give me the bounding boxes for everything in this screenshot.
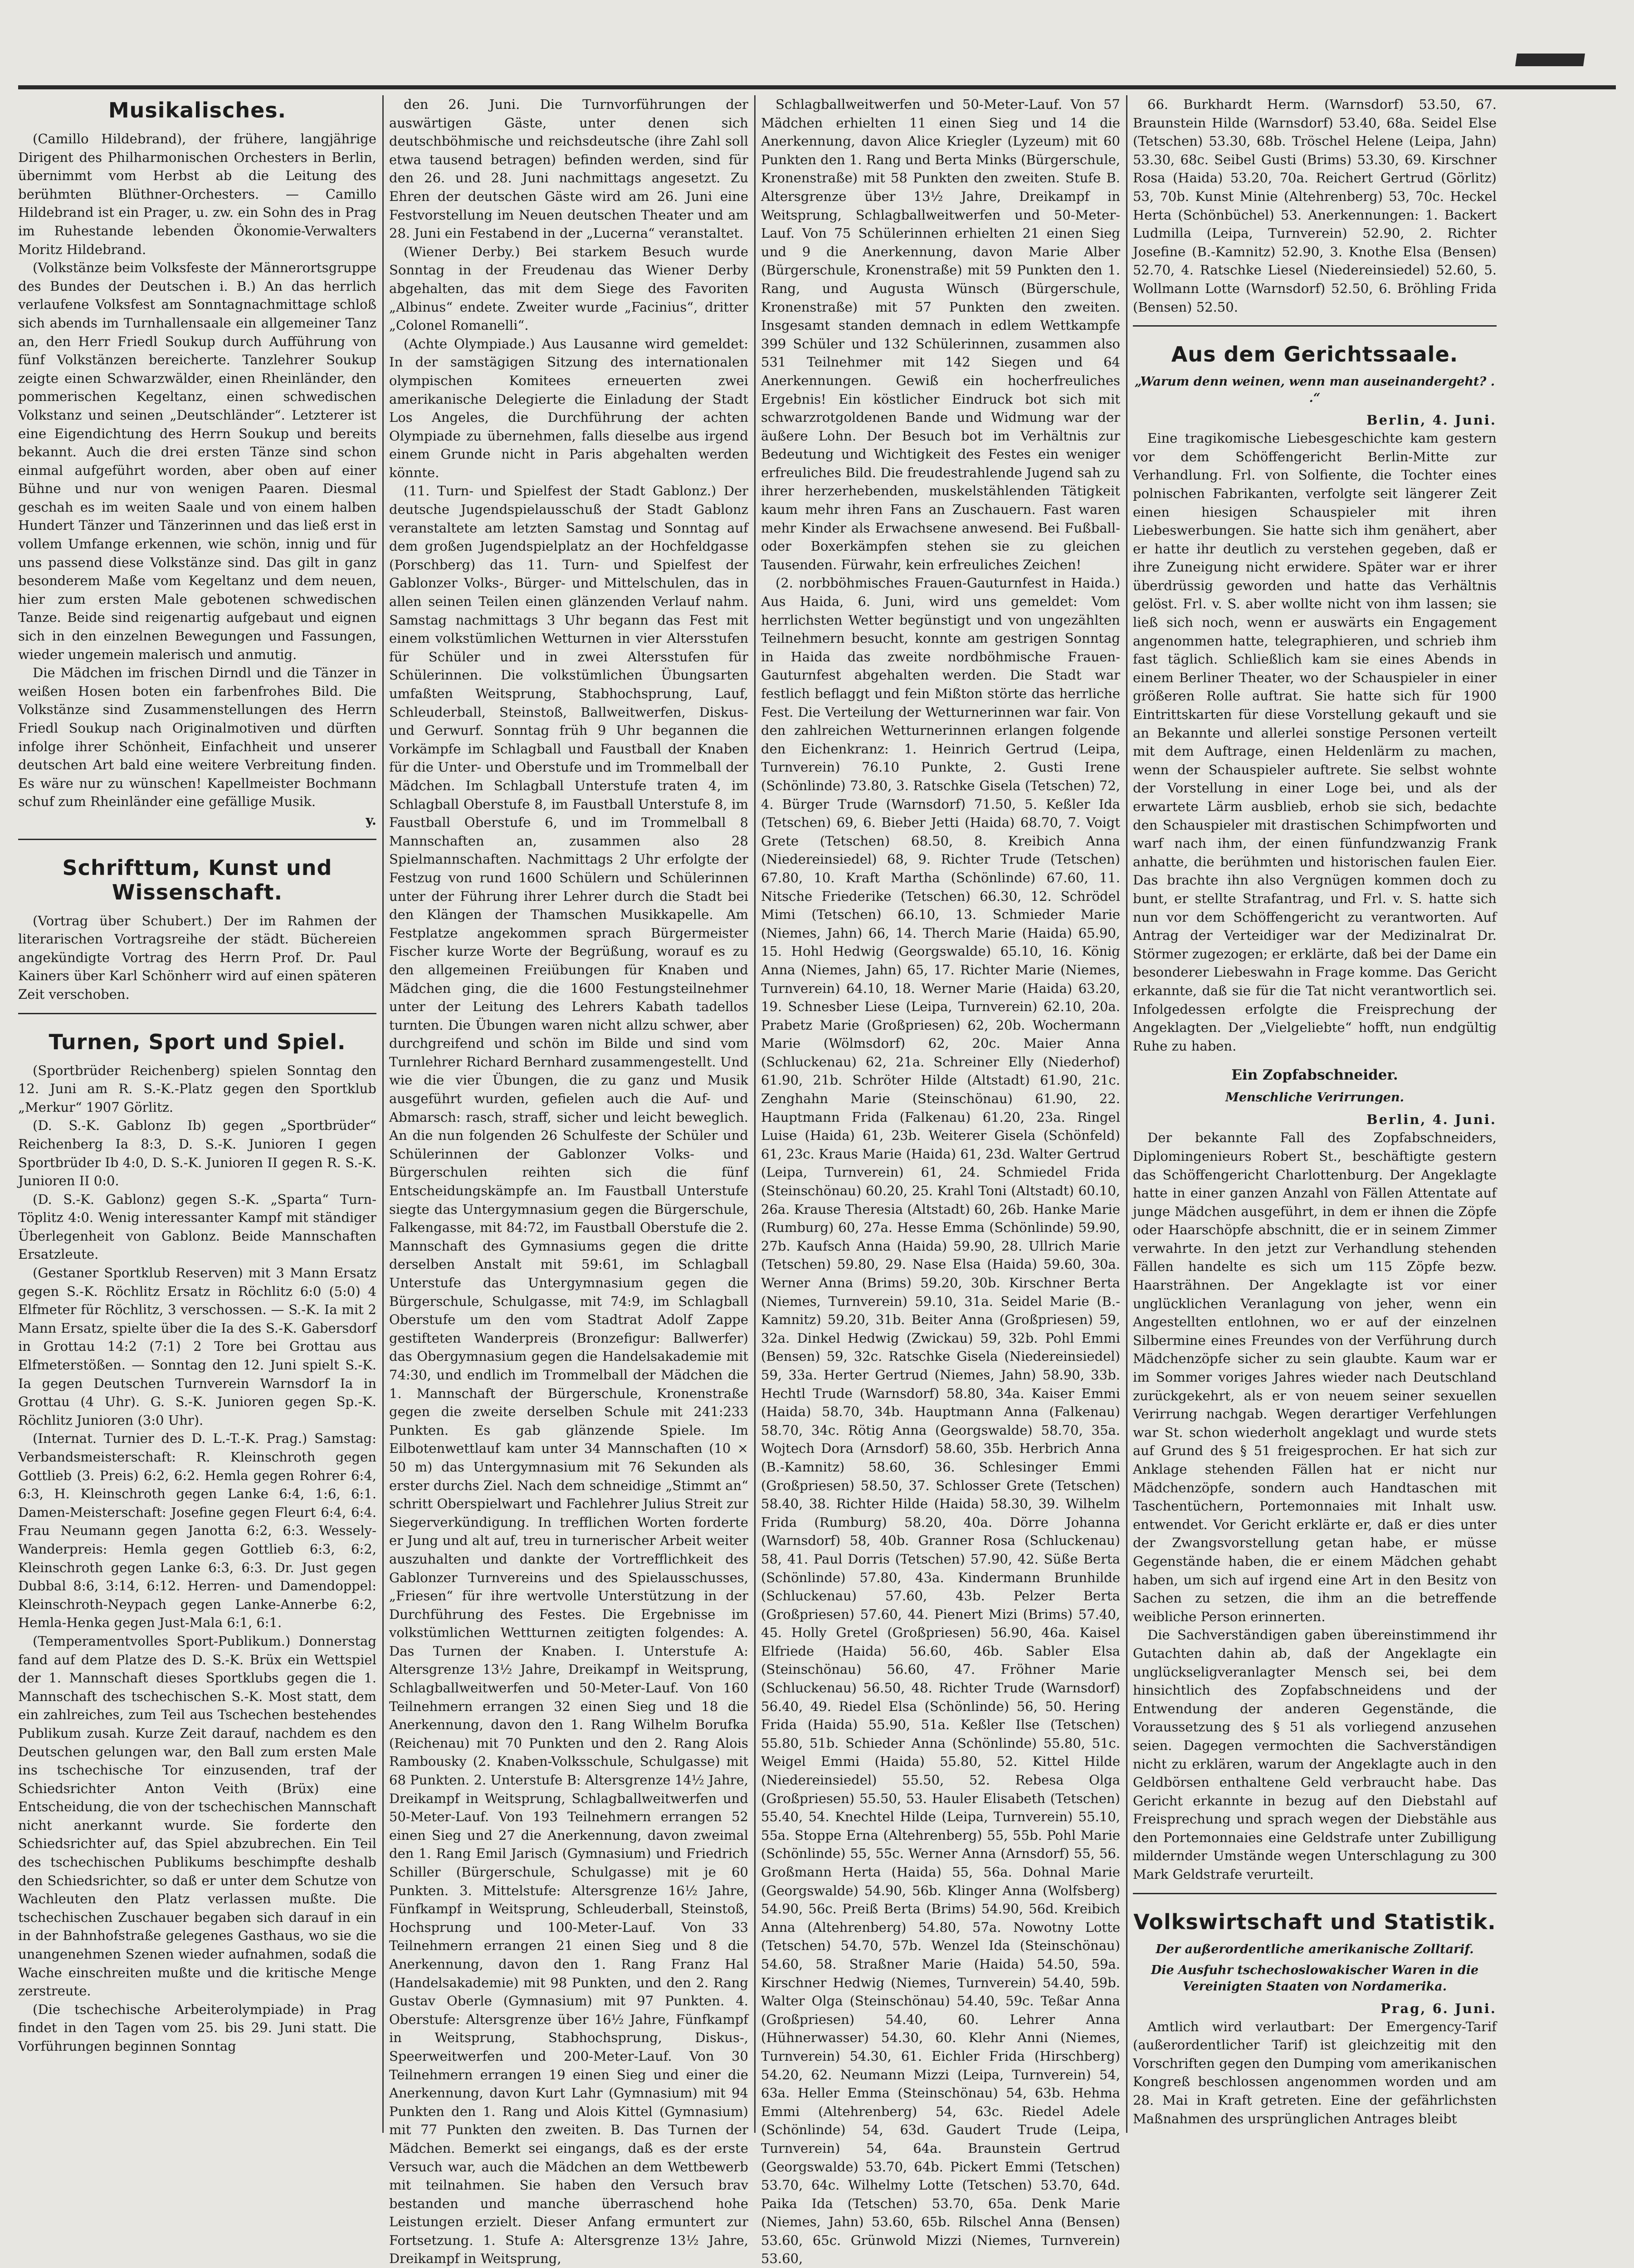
section-heading-music: Musikalisches.	[108, 98, 287, 122]
article-paragraph: (Vortrag über Schubert.) Der im Rahmen der literarischen Vortragsreihe der städt. Büchereien angekündigte Vortrag des Herrn Prof. Dr. Paul Kainers über Karl Schönherr wird auf einen späteren Zeit verschoben.	[18, 913, 376, 1002]
section-heading-literature: Schrifttum, Kunst und Wissenschaft.	[62, 855, 332, 904]
article-paragraph: Die Mädchen im frischen Dirndl und die Tänzer in weißen Hosen boten ein farbenfrohes Bild. Die Volkstänze sind Zusammenstellungen des Herrn Friedl Soukup nach Originalmotiven und dürften infolge ihrer Schönheit, Einfachheit und unserer deutschen Art bald eine weitere Verbreitung finden. Es wäre nur zu wünschen! Kapellmeister Bochmann schuf zum Rheinländer eine gefällige Musik.	[18, 665, 376, 810]
column-4	[1133, 95, 1497, 2133]
article-paragraph: (11. Turn- und Spielfest der Stadt Gablonz.) Der deutsche Jugendspielausschuß der Stadt Gablonz veranstaltete am letzten Samstag und Sonntag auf dem großen Jugendspielplatz an der Hochfeldgasse (Porschberg) das 11. Turn- und Spielfest der Gablonzer Volks-, Bürger- und Mittelschulen, das in allen seinen Teilen einen glänzenden Verlauf nahm. Samstag nachmittags 3 Uhr begann das Fest mit einem volkstümlichen Wetturnen in vier Altersstufen für Schüler und in zwei Altersstufen für Schülerinnen. Die volkstümlichen Übungsarten umfaßten Weitsprung, Stabhochsprung, Lauf, Schleuderball, Steinstoß, Ballweitwerfen, Diskus- und Gerwurf. Sonntag früh 9 Uhr begannen die Vorkämpfe im Schlagball und Faustball der Knaben für die Unter- und Oberstufe und im Trommelball der Mädchen. Im Schlagball Unterstufe traten 4, im Schlagball Oberstufe 8, im Faustball Unterstufe 8, im Faustball Oberstufe 6, und im Trommelball 8 Mannschaften an, zusammen also 28 Spielmannschaften. Nachmittags 2 Uhr erfolgte der Festzug von rund 1600 Schülern und Schülerinnen unter der Führung ihrer Lehrer durch die Stadt bei den Klängen der Thamschen Musikkapelle. Am Festplatze angekommen sprach Bürgermeister Fischer kurze Worte der Begrüßung, worauf es zu den allgemeinen Freiübungen für Knaben und Mädchen ging, die die 1600 Festungsteilnehmer unter der Leitung des Lehrers Kabath tadellos turnten. Die Übungen waren nicht allzu schwer, aber durchgreifend und schön im Bilde und sind vom Turnlehrer Richard Bernhard zusammengestellt. Und wie die vier Übungen, die zu ganz und Musik ausgeführt wurden, gefielen auch die Auf- und Abmarsch: rasch, straff, sicher und leicht beweglich. An die nun folgenden 26 Schulfeste der Schüler und Schülerinnen der Gablonzer Volks- und Bürgerschulen reihten sich die fünf Entscheidungskämpfe an. Im Faustball Unterstufe siegte das Untergymnasium gegen die Bürgerschule, Falkengasse, mit 84:72, im Faustball Oberstufe die 2. Mannschaft des Gymnasiums gegen die dritte derselben Anstalt mit 59:61, im Schlagball Unterstufe das Untergymnasium gegen die Bürgerschule, Schulgasse, mit 74:9, im Schlagball Oberstufe um den vom Stadtrat Adolf Zappe gestifteten Wanderpreis (Bronzefigur: Ballwerfer) das Obergymnasium gegen die Handelsakademie mit 74:30, und endlich im Trommelball der Mädchen die 1. Mannschaft der Bürgerschule, Kronenstraße gegen die zweite derselben Schule mit 241:233 Punkten. Es gab glänzende Spiele. Im Eilbotenwettlauf kam unter 34 Mannschaften (10 × 50 m) das Untergymnasium mit 76 Sekunden als erster durchs Ziel. Nach dem schneidige „Stimmt an“ schritt Oberspielwart und Fachlehrer Julius Streit zur Siegerverkündigung. In trefflichen Worten forderte er Jung und alt auf, treu in turnerischer Arbeit weiter auszuhalten und dankte der Vortrefflichkeit des Gablonzer Turnvereins und des Spielausschusses, „Friesen“ für ihre wertvolle Unterstützung in der Durchführung des Festes. Die Ergebnisse im volkstümlichen Wettturnen zeitigten folgendes: A. Das Turnen der Knaben. I. Unterstufe A: Altersgrenze 13½ Jahre, Dreikampf in Weitsprung, Schlagballweitwerfen und 50-Meter-Lauf. Von 160 Teilnehmern errangen 32 einen Sieg und 18 die Anerkennung, davon den 1. Rang Wilhelm Borufka (Reichenau) mit 70 Punkten und den 2. Rang Alois Rambousky (2. Knaben-Volksschule, Schulgasse) mit 68 Punkten. 2. Unterstufe B: Altersgrenze 14½ Jahre, Dreikampf in Weitsprung, Schlagballweitwerfen und 50-Meter-Lauf. Von 193 Teilnehmern errangen 52 einen Sieg und 27 die Anerkennung, davon zweimal den 1. Rang Emil Jarisch (Gymnasium) und Friedrich Schiller (Bürgerschule, Schulgasse) mit je 60 Punkten. 3. Mittelstufe: Altersgrenze 16½ Jahre, Fünfkampf in Weitsprung, Schleuderball, Steinstoß, Hochsprung und 100-Meter-Lauf. Von 33 Teilnehmern errangen 21 einen Sieg und 8 die Anerkennung, davon den 1. Rang Franz Hal (Handelsakademie) mit 98 Punkten, und den 2. Rang Gustav Oberle (Gymnasium) mit 97 Punkten. 4. Oberstufe: Altersgrenze über 16½ Jahre, Fünfkampf in Weitsprung, Stabhochsprung, Diskus-, Speerweitwerfen und 200-Meter-Lauf. Von 30 Teilnehmern errangen 19 einen Sieg und einer die Anerkennung, davon Kurt Lahr (Gymnasium) mit 94 Punkten den 1. Rang und Alois Kittel (Gymnasium) mit 77 Punkten den zweiten. B. Das Turnen der Mädchen. Bemerkt sei eingangs, daß es der erste Versuch war, auch die Mädchen an dem Wettbewerb mit teilnahmen. Sie haben den Versuch brav bestanden und manche überraschend hohe Leistungen erzielt. Dieser Anfang ermuntert zur Fortsetzung. 1. Stufe A: Altersgrenze 13½ Jahre, Dreikampf in Weitsprung,	[389, 483, 748, 2267]
article-paragraph: 66. Burkhardt Herm. (Warnsdorf) 53.50, 67. Braunstein Hilde (Warnsdorf) 53.40, 68a. Seidel Else (Tetschen) 53.30, 68b. Tröschel Helene (Leipa, Jahn) 53.30, 68c. Seibel Gusti (Brims) 53.30, 69. Kirschner Rosa (Haida) 53.20, 70a. Reichert Gertrud (Görlitz) 53, 70b. Kunst Minie (Altehrenberg) 53, 70c. Heckel Herta (Schönbüchel) 53. Anerkennungen: 1. Backert Ludmilla (Leipa, Turnverein) 52.90, 2. Richter Josefine (B.-Kamnitz) 52.90, 3. Knothe Elsa (Bensen) 52.70, 4. Ratschke Liesel (Niedereinsiedel) 52.60, 5. Wollmann Lotte (Warnsdorf) 52.50, 6. Bröhling Frida (Bensen) 52.50.	[1133, 97, 1497, 315]
column-3	[761, 95, 1120, 2267]
column-divider	[382, 95, 384, 2133]
masthead-rule	[18, 85, 1616, 89]
section-rule	[1133, 325, 1497, 327]
article-paragraph: Eine tragikomische Liebesgeschichte kam gestern vor dem Schöffengericht Berlin-Mitte zur Verhandlung. Frl. von Solfiente, die Tochter eines polnischen Fabrikanten, verfolgte seit längerer Zeit einen hiesigen Schauspieler mit ihren Liebeswerbungen. Sie hatte sich ihm genähert, aber er hatte ihr deutlich zu verstehen gegeben, daß er ihre Zuneigung nicht erwidere. Später war er ihrer überdrüssig geworden und hatte das Verhältnis gelöst. Frl. v. S. aber wollte nicht von ihm lassen; sie ließ sich noch, wenn er auswärts ein Engagement angenommen hatte, telegraphieren, und schrieb ihm fast täglich. Schließlich kam sie eines Abends in einem Berliner Theater, wo der Schauspieler in einer größeren Rolle auftrat. Sie hatte sich für 1900 Eintrittskarten für diese Vorstellung gekauft und sie an Bekannte und allerlei sonstige Personen verteilt mit dem Auftrage, einen Heldenlärm zu machen, wenn der Schauspieler auftrete. Sie selbst wohnte der Vorstellung in einer Loge bei, und als der erwartete Lärm ausblieb, erhob sie sich, bedachte den Schauspieler mit drastischen Schimpfworten und warf nach ihm, der einen fünfundzwanzig Frank anhatte, die berühmten und historischen faulen Eier. Das brachte ihn also Vergnügen kommen doch zu bunt, er stellte Strafantrag, und Frl. v. S. hatte sich nun vor dem Schöffengericht zu verantworten. Auf Antrag der Verteidiger war der Medizinalrat Dr. Störmer zugezogen; er erklärte, daß bei der Dame ein besonderer Liebeswahn in Frage komme. Das Gericht erkannte, daß sie für die Tat nicht verantwortlich sei. Infolgedessen erfolgte die Freisprechung der Angeklagten. Der „Vielgeliebte“ hofft, nun endgültig Ruhe zu haben.	[1133, 430, 1497, 1054]
page-header-mark	[1515, 54, 1585, 66]
article-paragraph: (Wiener Derby.) Bei starkem Besuch wurde Sonntag in der Freudenau das Wiener Derby abgehalten, das mit dem Siege des Favoriten „Albinus“ endete. Zweiter wurde „Facinius“, dritter „Colonel Romanelli“.	[389, 244, 748, 333]
article-paragraph: (Die tschechische Arbeiterolympiade) in Prag findet in den Tagen vom 25. bis 29. Juni statt. Die Vorführungen beginnen Sonntag	[18, 2001, 376, 2054]
article-paragraph: Amtlich wird verlautbart: Der Emergency-Tarif (außerordentlicher Tarif) ist gleichzeitig mit den Vorschriften gegen den Dumping vom amerikanischen Kongreß beschlossen angenommen worden und am 28. Mai in Kraft getreten. Eine der gefährlichsten Maßnahmen des ursprünglichen Antrages bleibt	[1133, 2019, 1497, 2126]
article-paragraph: (Achte Olympiade.) Aus Lausanne wird gemeldet: In der samstägigen Sitzung des internationalen olympischen Komitees erneuerten zwei amerikanische Delegierte die Einladung der Stadt Los Angeles, die Durchführung der achten Olympiade zu übernehmen, falls dieselbe aus irgend einem Grunde nicht in Paris abgehalten werden könnte.	[389, 336, 748, 480]
section-heading-economy: Volkswirtschaft und Statistik.	[1133, 1909, 1496, 1934]
section-rule	[18, 839, 376, 840]
article-paragraph: (D. S.-K. Gablonz) gegen S.-K. „Sparta“ Turn-Töplitz 4:0. Wenig interessanter Kampf mit ständiger Überlegenheit von Gablonz. Beide Mannschaften Ersatzleute.	[18, 1191, 376, 1262]
dateline: Berlin, 4. Juni.	[1366, 1112, 1497, 1128]
article-subtitle: Die Ausfuhr tschechoslowakischer Waren in die Vereinigten Staaten von Nordamerika.	[1151, 1963, 1479, 1994]
dateline: Berlin, 4. Juni.	[1366, 412, 1497, 428]
article-paragraph: (Temperamentvolles Sport-Publikum.) Donnerstag fand auf dem Platze des D. S.-K. Brüx ein Wettspiel der 1. Mannschaft dieses Sportklubs gegen die 1. Mannschaft des tschechischen S.-K. Most statt, dem ein zahlreiches, zum Teil aus Tschechen bestehendes Publikum zusah. Kurze Zeit darauf, nachdem es den Deutschen gelungen war, den Ball zum ersten Male ins tschechische Tor einzusenden, traf der Schiedsrichter Anton Veith (Brüx) eine Entscheidung, die von der tschechischen Mannschaft nicht anerkannt wurde. Sie forderte den Schiedsrichter auf, das Spiel abzubrechen. Ein Teil des tschechischen Publikums beschimpfte deshalb den Schiedsrichter, so daß er unter dem Schutze von Wachleuten den Platz verlassen mußte. Die tschechischen Zuschauer begaben sich darauf in ein in der Bahnhofstraße gelegenes Gasthaus, wo sie die unangenehmen Szenen wieder aufnahmen, sodaß die Wache einschreiten mußte und die kritische Menge zerstreute.	[18, 1633, 376, 1999]
article-paragraph: (2. norbböhmisches Frauen-Gauturnfest in Haida.) Aus Haida, 6. Juni, wird uns gemeldet: Vom herrlichsten Wetter begünstigt und von ungezählten Teilnehmern besucht, konnte am gestrigen Sonntag in Haida das zweite nordböhmische Frauen-Gauturnfest abgehalten werden. Die Stadt war festlich beflaggt und fein Mißton störte das herrliche Fest. Die Verteilung der Wetturnerinnen war fair. Von den zahlreichen Wetturnerinnen erlangen folgende den Eichenkranz: 1. Heinrich Gertrud (Leipa, Turnverein) 76.10 Punkte, 2. Gusti Irene (Schönlinde) 73.80, 3. Ratschke Gisela (Tetschen) 72, 4. Bürger Trude (Warnsdorf) 71.50, 5. Keßler Ida (Tetschen) 69, 6. Bieber Jetti (Haida) 68.70, 7. Voigt Grete (Tetschen) 68.50, 8. Kreibich Anna (Niedereinsiedel) 68, 9. Richter Trude (Tetschen) 67.80, 10. Kraft Martha (Schönlinde) 67.60, 11. Nitsche Friederike (Tetschen) 66.30, 12. Schrödel Mimi (Tetschen) 66.10, 13. Schmieder Marie (Niemes, Jahn) 66, 14. Therch Marie (Haida) 65.90, 15. Hohl Hedwig (Georgswalde) 65.10, 16. König Anna (Niemes, Jahn) 65, 17. Richter Marie (Niemes, Turnverein) 64.10, 18. Werner Marie (Haida) 63.20, 19. Schnesber Liese (Leipa, Turnverein) 62.10, 20a. Prabetz Marie (Großpriesen) 62, 20b. Wochermann Marie (Wölmsdorf) 62, 20c. Maier Anna (Schluckenau) 62, 21a. Schreiner Elly (Niederhof) 61.90, 21b. Schröter Hilde (Altstadt) 61.90, 21c. Zenghahn Marie (Steinschönau) 61.90, 22. Hauptmann Frida (Falkenau) 61.20, 23a. Ringel Luise (Haida) 61, 23b. Weiterer Gisela (Schönfeld) 61, 23c. Kraus Marie (Haida) 61, 23d. Walter Gertrud (Leipa, Turnverein) 61, 24. Schmiedel Frida (Steinschönau) 60.20, 25. Krahl Toni (Altstadt) 60.10, 26a. Krause Theresia (Altstadt) 60, 26b. Hanke Marie (Rumburg) 60, 27a. Hesse Emma (Schönlinde) 59.90, 27b. Kaufsch Anna (Haida) 59.90, 28. Ullrich Marie (Tetschen) 59.80, 29. Nase Elsa (Haida) 59.60, 30a. Werner Anna (Brims) 59.20, 30b. Kirschner Berta (Niemes, Turnverein) 59.10, 31a. Seidel Marie (B.-Kamnitz) 59.20, 31b. Beiter Anna (Großpriesen) 59, 32a. Dinkel Hedwig (Zwickau) 59, 32b. Pohl Emmi (Bensen) 59, 32c. Ratschke Gisela (Niedereinsiedel) 59, 33a. Herter Gertrud (Niemes, Jahn) 58.90, 33b. Hechtl Trude (Warnsdorf) 58.80, 34a. Kaiser Emmi (Haida) 58.70, 34b. Hauptmann Anna (Falkenau) 58.70, 34c. Rötig Anna (Georgswalde) 58.70, 35a. Wojtech Dora (Arnsdorf) 58.60, 35b. Herbrich Anna (B.-Kamnitz) 58.60, 36. Schlesinger Emmi (Großpriesen) 58.50, 37. Schlosser Grete (Tetschen) 58.40, 38. Richter Hilde (Haida) 58.30, 39. Wilhelm Frida (Rumburg) 58.20, 40a. Dörre Johanna (Warnsdorf) 58, 40b. Granner Rosa (Schluckenau) 58, 41. Paul Dorris (Tetschen) 57.90, 42. Süße Berta (Schönlinde) 57.80, 43a. Kindermann Brunhilde (Schluckenau) 57.60, 43b. Pelzer Berta (Großpriesen) 57.60, 44. Pienert Mizi (Brims) 57.40, 45. Holly Gretel (Großpriesen) 56.90, 46a. Kaisel Elfriede (Haida) 56.60, 46b. Sabler Elsa (Steinschönau) 56.60, 47. Fröhner Marie (Schluckenau) 56.50, 48. Richter Trude (Warnsdorf) 56.40, 49. Riedel Elsa (Schönlinde) 56, 50. Hering Frida (Haida) 55.90, 51a. Keßler Ilse (Tetschen) 55.80, 51b. Schieder Anna (Schönlinde) 55.80, 51c. Weigel Emmi (Haida) 55.80, 52. Kittel Hilde (Niedereinsiedel) 55.50, 52. Rebesa Olga (Großpriesen) 55.50, 53. Hauler Elisabeth (Tetschen) 55.40, 54. Knechtel Hilde (Leipa, Turnverein) 55.10, 55a. Stoppe Erna (Altehrenberg) 55, 55b. Pohl Marie (Schönlinde) 55, 55c. Werner Anna (Arnsdorf) 55, 56. Großmann Herta (Haida) 55, 56a. Dohnal Marie (Georgswalde) 54.90, 56b. Klinger Anna (Wolfsberg) 54.90, 56c. Preiß Berta (Brims) 54.90, 56d. Kreibich Anna (Altehrenberg) 54.80, 57a. Nowotny Lotte (Tetschen) 54.70, 57b. Wenzel Ida (Steinschönau) 54.60, 58. Straßner Marie (Haida) 54.50, 59a. Kirschner Hedwig (Niemes, Turnverein) 54.40, 59b. Walter Olga (Steinschönau) 54.40, 59c. Teßar Anna (Großpriesen) 54.40, 60. Lehrer Anna (Hühnerwasser) 54.30, 60. Klehr Anni (Niemes, Turnverein) 54.30, 61. Eichler Frida (Hirschberg) 54.20, 62. Neumann Mizzi (Leipa, Turnverein) 54, 63a. Heller Emma (Steinschönau) 54, 63b. Hehma Emmi (Altehrenberg) 54, 63c. Riedel Adele (Schönlinde) 54, 63d. Gaudert Trude (Leipa, Turnverein) 54, 64a. Braunstein Gertrud (Georgswalde) 53.70, 64b. Pickert Emmi (Tetschen) 53.70, 64c. Wilhelmy Lotte (Tetschen) 53.70, 64d. Paika Ida (Tetschen) 53.70, 65a. Denk Marie (Niemes, Jahn) 53.60, 65b. Rilschel Anna (Bensen) 53.60, 65c. Grünwold Mizzi (Niemes, Turnverein) 53.60,	[761, 575, 1120, 2267]
article-paragraph: den 26. Juni. Die Turnvorführungen der auswärtigen Gäste, unter denen sich deutschböhmische und reichsdeutsche (ihre Zahl soll etwa tausend betragen) befinden werden, sind für den 26. und 28. Juni nachmittags angesetzt. Zu Ehren der deutschen Gäste wird am 26. Juni eine Festvorstellung im Neuen deutschen Theater und am 28. Juni ein Festabend in der „Lucerna“ veranstaltet.	[389, 97, 748, 241]
article-paragraph: Die Sachverständigen gaben übereinstimmend ihr Gutachten dahin ab, daß der Angeklagte ein unglückseligveranlagter Mensch sei, bei dem hinsichtlich des Zopfabschneidens und der Entwendung der anderen Gegenstände, die Voraussetzung des § 51 als vorliegend anzusehen seien. Dagegen vermochten die Sachverständigen nicht zu erklären, warum der Angeklagte auch in den Geldbörsen enthaltene Geld verbraucht habe. Das Gericht erkannte in bezug auf den Diebstahl auf Freisprechung und sprach wegen der Diebstähle aus den Portemonnaies eine Geldstrafe unter Zubilligung mildernder Umstände wegen Unterschlagung zu 300 Mark Geldstrafe verurteilt.	[1133, 1627, 1497, 1882]
author-signoff: y.	[366, 812, 376, 828]
article-subtitle: Der außerordentliche amerikanische Zolltarif.	[1156, 1942, 1474, 1956]
column-divider	[1126, 95, 1127, 2133]
article-paragraph: (Sportbrüder Reichenberg) spielen Sonntag den 12. Juni am R. S.-K.-Platz gegen den Sportklub „Merkur“ 1907 Görlitz.	[18, 1062, 376, 1115]
article-subtitle: „Warum denn weinen, wenn man auseinandergeht? . .“	[1134, 375, 1495, 406]
section-rule	[1133, 1893, 1497, 1894]
article-paragraph: (D. S.-K. Gablonz Ib) gegen „Sportbrüder“ Reichenberg Ia 8:3, D. S.-K. Junioren I gegen Sportbrüder Ib 4:0, D. S.-K. Junioren II gegen R. S.-K. Junioren II 0:0.	[18, 1118, 376, 1189]
column-divider	[754, 95, 756, 2133]
article-paragraph: (Internat. Turnier des D. L.-T.-K. Prag.) Samstag: Verbandsmeisterschaft: R. Kleinschroth gegen Gottlieb (3. Preis) 6:2, 6:2. Hemla gegen Rohrer 6:4, 6:3, H. Kleinschroth gegen Lanke 6:4, 1:6, 6:1. Damen-Meisterschaft: Josefine gegen Fleurt 6:4, 6:4. Frau Neumann gegen Janotta 6:2, 6:3. Wessely-Wanderpreis: Hemla gegen Gottlieb 6:3, 6:2, Kleinschroth gegen Lanke 6:3, 6:3. Dr. Just gegen Dubbal 8:6, 3:14, 6:12. Herren- und Damendoppel: Kleinschroth-Neypach gegen Lanke-Annerbe 6:2, Hemla-Henka gegen Just-Mala 6:1, 6:1.	[18, 1431, 376, 1631]
column-2	[389, 95, 748, 2267]
section-heading-court: Aus dem Gerichtssaale.	[1171, 342, 1458, 367]
article-paragraph: (Volkstänze beim Volksfeste der Männerortsgruppe des Bundes der Deutschen i. B.) An das herrlich verlaufene Volksfest am Sonntagnachmittage schloß sich abends im Turnhallensaale ein allgemeiner Tanz an, den Herr Friedl Soukup durch Aufführung von fünf Volkstänzen bereicherte. Tanzlehrer Soukup zeigte einen Schwarzwälder, einen Rheinländer, den pommerischen Kegeltanz, einen schwedischen Volkstanz und seinen „Deutschländer“. Letzterer ist eine Eigendichtung des Herrn Soukup und bereits bekannt. Auch die drei ersten Tänze sind schon einmal aufgeführt worden, aber oben auf einer Bühne und nur von wenigen Paaren. Diesmal geschah es im weiten Saale und von einem halben Hundert Tänzer und Tänzerinnen und das ließ erst in vollem Umfange erkennen, wie schön, innig und für uns passend diese Volkstänze sind. Das gilt in ganz besonderem Maße vom Kegeltanz und dem neuen, hier zum ersten Male gebotenen schwedischen Tanze. Beide sind reigenartig aufgebaut und eignen sich in den einzelnen Bewegungen und Fassungen, wieder ungemein malerisch und anmutig.	[18, 260, 376, 662]
dateline: Prag, 6. Juni.	[1380, 2000, 1497, 2016]
article-heading: Ein Zopfabschneider.	[1231, 1067, 1398, 1084]
section-heading-sport: Turnen, Sport und Spiel.	[49, 1029, 346, 1054]
article-paragraph: Schlagballweitwerfen und 50-Meter-Lauf. Von 57 Mädchen erhielten 11 einen Sieg und 14 die Anerkennung, davon Alice Kriegler (Lyzeum) mit 60 Punkten den 1. Rang und Berta Minks (Bürgerschule, Kronenstraße) mit 58 Punkten den zweiten. Stufe B. Altersgrenze über 13½ Jahre, Dreikampf in Weitsprung, Schlagballweitwerfen und 50-Meter-Lauf. Von 75 Schülerinnen erhielten 21 einen Sieg und 9 die Anerkennung, davon Marie Alber (Bürgerschule, Kronenstraße) mit 59 Punkten den 1. Rang, und Augusta Wünsch (Bürgerschule, Kronenstraße) mit 57 Punkten den zweiten. Insgesamt standen demnach in edlem Wettkampfe 399 Schüler und 132 Schülerinnen, zusammen also 531 Teilnehmer mit 142 Siegen und 64 Anerkennungen. Gewiß ein hocherfreuliches Ergebnis! Ein köstlicher Eindruck bot sich mit schwarzrotgoldenen Bande und Widmung war der äußere Lohn. Der Besuch bot im Verhältnis zur Bedeutung und Wichtigkeit des Festes ein weniger erfreuliches Bild. Die freudestrahlende Jugend sah zu ihrer herzerhebenden, muskelstählenden Tätigkeit kaum mehr ihren Fans an Zuschauern. Fast waren mehr Kinder als Erwachsene anwesend. Bei Fußball- oder Boxerkämpfen stehen sie zu gleichen Tausenden. Fürwahr, kein erfreuliches Zeichen!	[761, 97, 1120, 572]
article-paragraph: Der bekannte Fall des Zopfabschneiders, Diplomingenieurs Robert St., beschäftigte gestern das Schöffengericht Charlottenburg. Der Angeklagte hatte in einer ganzen Anzahl von Fällen Attentate auf junge Mädchen ausgeführt, in dem er ihnen die Zöpfe oder Haarschöpfe abschnitt, die er in seinem Zimmer verwahrte. In den jetzt zur Verhandlung stehenden Fällen handelte es sich um 115 Zöpfe bezw. Haarsträhnen. Der Angeklagte ist vor einer unglücklichen Veranlagung von jeher, wenn ein Angestellten entlohnen, wo er auf der einzelnen Silbermine eines Freundes von der Verführung durch Mädchenzöpfe sicher zu sein glaubte. Kaum war er im Sommer voriges Jahres wieder nach Deutschland zurückgekehrt, als er von neuem seiner sexuellen Verirrung nachgab. Wegen derartiger Verfehlungen war St. schon wiederholt angeklagt und wurde stets auf Grund des § 51 freigesprochen. Er hat sich zur Anklage stehenden Fällen hat er nicht nur Mädchenzöpfe, sondern auch Handtaschen mit Taschentüchern, Portemonnaies mit Inhalt usw. entwendet. Vor Gericht erklärte er, daß er dies unter der Zwangsvorstellung getan habe, er müsse Gegenstände haben, die er einem Mädchen gehabt haben, um sich auf irgend eine Art in den Besitz von Sachen zu setzen, die ihm an die betreffende weibliche Person erinnerten.	[1133, 1130, 1497, 1624]
section-rule	[18, 1013, 376, 1014]
article-subtitle: Menschliche Verirrungen.	[1225, 1090, 1405, 1105]
article-paragraph: (Gestaner Sportklub Reserven) mit 3 Mann Ersatz gegen S.-K. Röchlitz Ersatz in Röchlitz 6:0 (5:0) 4 Elfmeter für Röchlitz, 3 verschossen. — S.-K. Ia mit 2 Mann Ersatz, spielte über die Ia des S.-K. Gabersdorf in Grottau 14:2 (7:1) 2 Tore bei Grottau aus Elfmeterstößen. — Sonntag den 12. Juni spielt S.-K. Ia gegen Deutschen Turnverein Warnsdorf Ia in Grottau (4 Uhr). G. S.-K. Junioren gegen Sp.-K. Röchlitz Junioren (3:0 Uhr).	[18, 1265, 376, 1428]
article-paragraph: (Camillo Hildebrand), der frühere, langjährige Dirigent des Philharmonischen Orchesters in Berlin, übernimmt vom Herbst ab die Leitung des berühmten Blüthner-Orchesters. — Camillo Hildebrand ist ein Prager, u. zw. ein Sohn des in Prag im Ruhestande lebenden Ökonomie-Verwalters Moritz Hildebrand.	[18, 131, 376, 257]
column-1	[18, 95, 376, 2133]
